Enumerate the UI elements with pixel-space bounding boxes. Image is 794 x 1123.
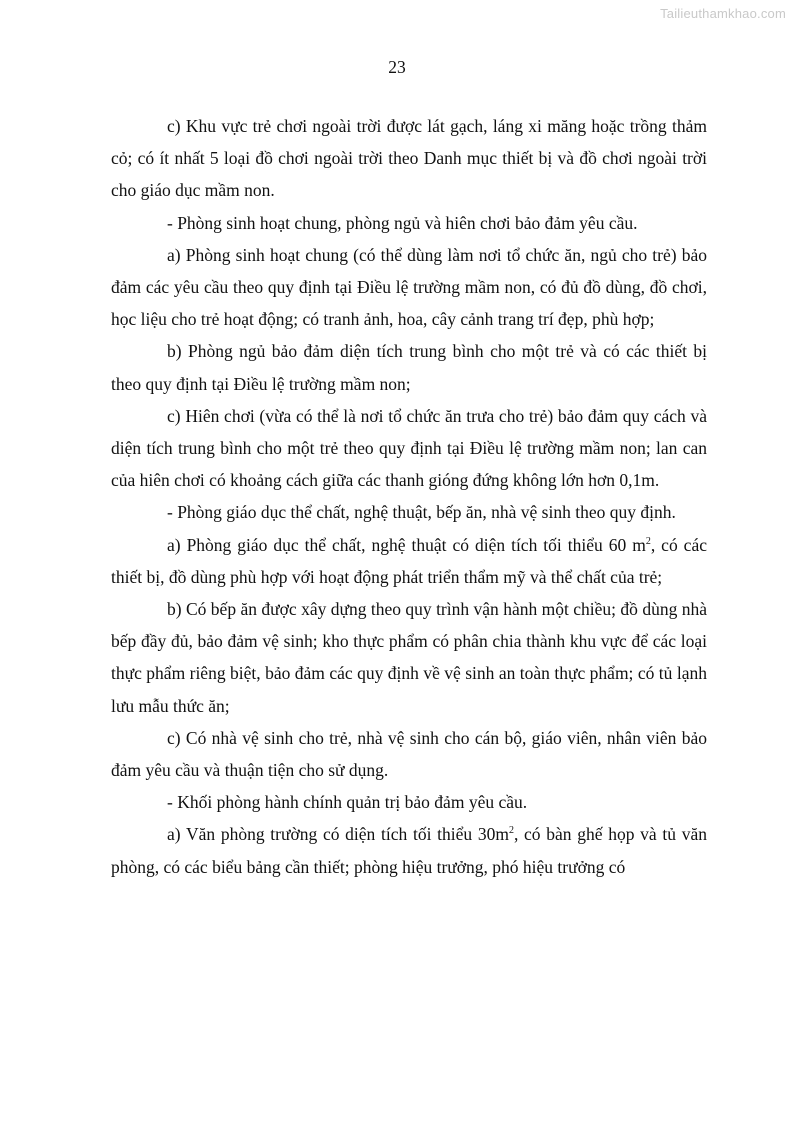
paragraph: c) Có nhà vệ sinh cho trẻ, nhà vệ sinh cho cán bộ, giáo viên, nhân viên bảo đảm yêu cầu và thuận tiện cho sử dụng. [111,727,707,781]
document-body [111,110,707,883]
paragraph: - Phòng giáo dục thể chất, nghệ thuật, bếp ăn, nhà vệ sinh theo quy định. [167,502,676,523]
paragraph [111,529,707,593]
paragraph [111,818,707,882]
superscript: 2 [645,535,651,547]
paragraph: - Khối phòng hành chính quản trị bảo đảm yêu cầu. [167,792,528,813]
paragraph-text: a) Văn phòng trường có diện tích tối thiểu 30m [167,824,509,845]
paragraph-text: a) Phòng giáo dục thể chất, nghệ thuật có diện tích tối thiểu 60 m [167,534,646,555]
paragraph: b) Phòng ngủ bảo đảm diện tích trung bình cho một trẻ và có các thiết bị theo quy định tại Điều lệ trường mầm non; [111,341,707,394]
paragraph: b) Có bếp ăn được xây dựng theo quy trình vận hành một chiều; đồ dùng nhà bếp đầy đủ, bảo đảm vệ sinh; kho thực phẩm có phân chia thành khu vực để các loại thực phẩm riêng biệt, bảo đảm các quy định về vệ sinh an toàn thực phẩm; có tủ lạnh lưu mẫu thức ăn; [111,599,707,716]
paragraph: - Phòng sinh hoạt chung, phòng ngủ và hiên chơi bảo đảm yêu cầu. [167,212,638,233]
paragraph: a) Phòng sinh hoạt chung (có thể dùng làm nơi tổ chức ăn, ngủ cho trẻ) bảo đảm các yêu cầu theo quy định tại Điều lệ trường mầm non, có đủ đồ dùng, đồ chơi, học liệu cho trẻ hoạt động; có tranh ảnh, hoa, cây cảnh trang trí đẹp, phù hợp; [111,244,707,330]
paragraph-text: , có bàn ghế họp và tủ văn phòng, có các biểu bảng cần thiết; phòng hiệu trưởng, phó hiệu trưởng có [111,824,707,877]
paragraph: c) Khu vực trẻ chơi ngoài trời được lát gạch, láng xi măng hoặc trồng thảm cỏ; có ít nhất 5 loại đồ chơi ngoài trời theo Danh mục thiết bị và đồ chơi ngoài trời cho giáo dục mầm non. [111,116,707,201]
paragraph-text: , có các thiết bị, đồ dùng phù hợp với hoạt động phát triển thẩm mỹ và thể chất của trẻ; [111,534,707,587]
paragraph: c) Hiên chơi (vừa có thể là nơi tổ chức ăn trưa cho trẻ) bảo đảm quy cách và diện tích trung bình cho một trẻ theo quy định tại Điều lệ trường mầm non; lan can của hiên chơi có khoảng cách giữa các thanh gióng đứng không lớn hơn 0,1m. [111,405,707,491]
superscript: 2 [508,825,514,837]
page-number: 23 [388,57,406,77]
watermark: Tailieuthamkhao.com [660,6,786,21]
